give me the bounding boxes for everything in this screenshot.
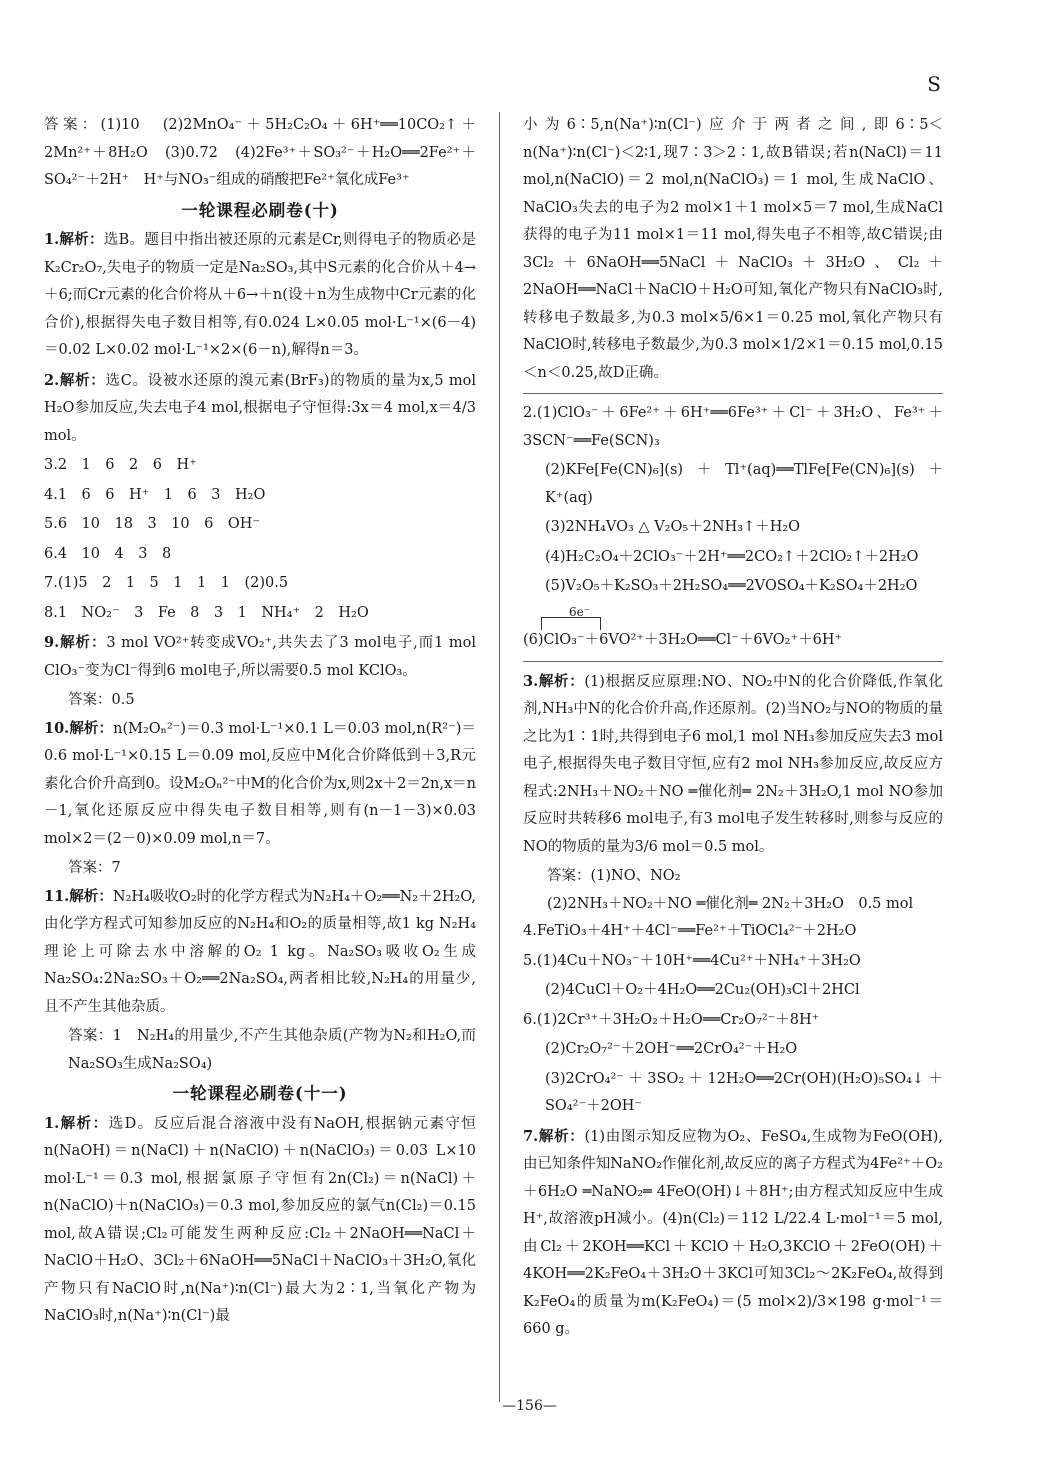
s10-item-9: 9.解析：3 mol VO²⁺转变成VO₂⁺,共失去了3 mol电子,而1 mol ClO₃⁻变为Cl⁻得到6 mol电子,所以需要0.5 mol KClO₃。 bbox=[44, 634, 476, 679]
balance-line: 3.2 1 6 2 6 H⁺ bbox=[44, 457, 197, 473]
balance-line: 4.1 6 6 H⁺ 1 6 3 H₂O bbox=[44, 486, 266, 503]
s11-item-2-line: (3)2NH₄VO₃ △ V₂O₅＋2NH₃↑＋H₂O bbox=[545, 519, 801, 535]
separator bbox=[523, 393, 943, 394]
s11-item-1: 1.解析：选D。反应后混合溶液中没有NaOH,根据钠元素守恒n(NaOH)＝n(NaCl)＋n(NaClO)＋n(NaClO₃)＝0.03 L×10 mol·L⁻¹＝0.3 mol,根据氯原子守恒有2n(Cl₂)＝n(NaCl)＋n(NaClO)＋n(NaClO₃)＝0.3 mol,参加反应的氯气n(Cl₂)＝0.15 mol,故A错误;Cl₂可能发生两种反应:Cl₂＋2NaOH══NaCl＋NaClO＋H₂O、3Cl₂＋6NaOH══5NaCl＋NaClO₃＋3H₂O,氧化产物只有NaClO时,n(Na⁺)∶n(Cl⁻)最大为2∶1,当氧化产物为NaClO₃时,n(Na⁺)∶n(Cl⁻)最 bbox=[44, 1114, 476, 1324]
s11-item-2-line: (4)H₂C₂O₄＋2ClO₃⁻＋2H⁺══2CO₂↑＋2ClO₂↑＋2H₂O bbox=[545, 548, 919, 565]
section-11-title: 一轮课程必刷卷(十一) bbox=[172, 1084, 348, 1103]
equation-line: 4.FeTiO₃＋4H⁺＋4Cl⁻══Fe²⁺＋TiOCl₄²⁻＋2H₂O bbox=[523, 923, 857, 939]
page-number: —156— bbox=[502, 1398, 557, 1414]
s11-item-2-line: 2.(1)ClO₃⁻＋6Fe²⁺＋6H⁺══6Fe³⁺＋Cl⁻＋3H₂O、Fe³⁺＋3SCN⁻══Fe(SCN)₃ bbox=[523, 405, 943, 449]
s10-item-10-answer: 答案：7 bbox=[68, 860, 121, 876]
s11-item-2-line: (5)V₂O₅＋K₂SO₃＋2H₂SO₄══2VOSO₄＋K₂SO₄＋2H₂O bbox=[545, 578, 918, 594]
balance-line: 6.4 10 4 3 8 bbox=[44, 545, 172, 562]
separator bbox=[523, 661, 943, 662]
s11-item-3: 3.解析：(1)根据反应原理:NO、NO₂中N的化合价降低,作氧化剂,NH₃中N的化合价升高,作还原剂。(2)当NO₂与NO的物质的量之比为1∶1时,共得到电子6 mol,1 mol NH₃参加反应失去3 mol电子,根据得失电子数目守恒,应有2 mol NH₃参加反应,故反应方程式:2NH₃＋NO₂＋NO ═催化剂═ 2N₂＋3H₂O,1 mol NO参加反应时共转移6 mol电子,有3 mol电子发生转移时,则参与反应的NO的物质的量为3/6 mol＝0.5 mol。 bbox=[523, 672, 943, 855]
balance-line: 8.1 NO₂⁻ 3 Fe 8 3 1 NH₄⁺ 2 H₂O bbox=[44, 604, 369, 621]
left-column bbox=[44, 112, 476, 1333]
electron-transfer-diagram bbox=[523, 603, 943, 655]
s10-item-11-answer: 答案：1 N₂H₄的用量少,不产生其他杂质(产物为N₂和H₂O,而Na₂SO₃生成Na₂SO₄) bbox=[68, 1028, 476, 1072]
s10-item-9-answer: 答案：0.5 bbox=[68, 692, 135, 708]
column-divider bbox=[499, 112, 500, 1402]
s11-item-3-answer-2: (2)2NH₃＋NO₂＋NO ═催化剂═ 2N₂＋3H₂O 0.5 mol bbox=[547, 895, 914, 912]
s10-item-11: 11.解析：N₂H₄吸收O₂时的化学方程式为N₂H₄＋O₂══N₂＋2H₂O,由化学方程式可知参加反应的N₂H₄和O₂的质量相等,故1 kg N₂H₄理论上可除去水中溶解的O₂ 1 kg。Na₂SO₃吸收O₂生成Na₂SO₄:2Na₂SO₃＋O₂══2Na₂SO₄,两者相比较,N₂H₄的用量少,且不产生其他杂质。 bbox=[44, 887, 477, 1015]
equation-line: (2)Cr₂O₇²⁻＋2OH⁻══2CrO₄²⁻＋H₂O bbox=[545, 1041, 798, 1057]
s11-item-1-continued: 小为6∶5,n(Na⁺)∶n(Cl⁻)应介于两者之间,即6∶5＜n(Na⁺)∶n(Cl⁻)＜2∶1,现7∶3＞2∶1,故B错误;若n(NaCl)＝11 mol,n(NaClO)＝2 mol,n(NaClO₃)＝1 mol,生成NaClO、NaClO₃失去的电子为2 mol×1＋1 mol×5＝7 mol,生成NaCl获得的电子为11 mol×1＝11 mol,得失电子不相等,故C错误;由3Cl₂＋6NaOH══5NaCl＋NaClO₃＋3H₂O、Cl₂＋2NaOH══NaCl＋NaClO＋H₂O可知,氧化产物只有NaClO₃时,转移电子数最多,为0.3 mol×5/6×1＝0.25 mol,氧化产物只有NaClO时,转移电子数最少,为0.3 mol×1/2×1＝0.15 mol,0.15＜n＜0.25,故D正确。 bbox=[523, 117, 943, 381]
section-10-title: 一轮课程必刷卷(十) bbox=[181, 200, 339, 220]
right-column bbox=[523, 112, 943, 1346]
s11-item-3-answer: 答案：(1)NO、NO₂ bbox=[547, 868, 681, 884]
equation-line: 6.(1)2Cr³⁺＋3H₂O₂＋H₂O══Cr₂O₇²⁻＋8H⁺ bbox=[523, 1011, 820, 1028]
electron-count-label: 6e⁻ bbox=[569, 604, 591, 619]
balance-line: 7.(1)5 2 1 5 1 1 1 (2)0.5 bbox=[44, 575, 289, 591]
top-answer: 答案：(1)10 (2)2MnO₄⁻＋5H₂C₂O₄＋6H⁺══10CO₂↑＋2Mn²⁺＋8H₂O (3)0.72 (4)2Fe³⁺＋SO₃²⁻＋H₂O══2Fe²⁺＋SO₄²⁻＋2H⁺ H⁺与NO₃⁻组成的硝酸把Fe²⁺氧化成Fe³⁺ bbox=[44, 117, 476, 188]
s10-item-1: 1.解析：选B。题目中指出被还原的元素是Cr,则得电子的物质必是K₂Cr₂O₇,失电子的物质一定是Na₂SO₃,其中S元素的化合价从＋4→＋6;而Cr元素的化合价将从＋6→＋n(设＋n为生成物中Cr元素的化合价),根据得失电子数目相等,有0.024 L×0.05 mol·L⁻¹×(6－4)＝0.02 L×0.02 mol·L⁻¹×2×(6－n),解得n＝3。 bbox=[44, 231, 476, 358]
s11-item-2-line: (2)KFe[Fe(CN)₆](s)＋Tl⁺(aq)══TlFe[Fe(CN)₆](s)＋K⁺(aq) bbox=[545, 462, 943, 506]
balance-line: 5.6 10 18 3 10 6 OH⁻ bbox=[44, 516, 261, 532]
s10-item-2: 2.解析：选C。设被水还原的溴元素(BrF₃)的物质的量为x,5 mol H₂O参加反应,失去电子4 mol,根据电子守恒得:3x＝4 mol,x＝4/3 mol。 bbox=[44, 371, 476, 444]
s10-item-10: 10.解析：n(M₂Oₙ²⁻)＝0.3 mol·L⁻¹×0.1 L＝0.03 mol,n(R²⁻)＝0.6 mol·L⁻¹×0.15 L＝0.09 mol,反应中M化合价降低到＋3,R元素化合价升高到0。设M₂Oₙ²⁻中M的化合价为x,则2x＋2＝2n,x＝n－1,氧化还原反应中得失电子数目相等,则有(n－1－3)×0.03 mol×2＝(2－0)×0.09 mol,n＝7。 bbox=[44, 719, 476, 847]
equation-line: 5.(1)4Cu＋NO₃⁻＋10H⁺══4Cu²⁺＋NH₄⁺＋3H₂O bbox=[523, 952, 861, 969]
equation-line: (3)2CrO₄²⁻＋3SO₂＋12H₂O══2Cr(OH)(H₂O)₅SO₄↓＋SO₄²⁻＋2OH⁻ bbox=[545, 1070, 943, 1114]
corner-mark: S bbox=[927, 72, 941, 96]
s11-item-7: 7.解析：(1)由图示知反应物为O₂、FeSO₄,生成物为FeO(OH),由已知条件知NaNO₂作催化剂,故反应的离子方程式为4Fe²⁺＋O₂＋6H₂O ═NaNO₂═ 4FeO(OH)↓＋8H⁺;由方程式知反应中生成H⁺,故溶液pH减小。(4)n(Cl₂)＝112 L/22.4 L·mol⁻¹＝5 mol,由Cl₂＋2KOH══KCl＋KClO＋H₂O,3KClO＋2FeO(OH)＋4KOH══2K₂FeO₄＋3H₂O＋3KCl可知3Cl₂～2K₂FeO₄,故得到K₂FeO₄的质量为m(K₂FeO₄)＝(5 mol×2)/3×198 g·mol⁻¹＝660 g。 bbox=[523, 1127, 943, 1337]
equation-line: (2)4CuCl＋O₂＋4H₂O══2Cu₂(OH)₃Cl＋2HCl bbox=[545, 982, 860, 998]
diagram-formula: (6)ClO₃⁻＋6VO²⁺＋3H₂O══Cl⁻＋6VO₂⁺＋6H⁺ bbox=[523, 631, 843, 648]
